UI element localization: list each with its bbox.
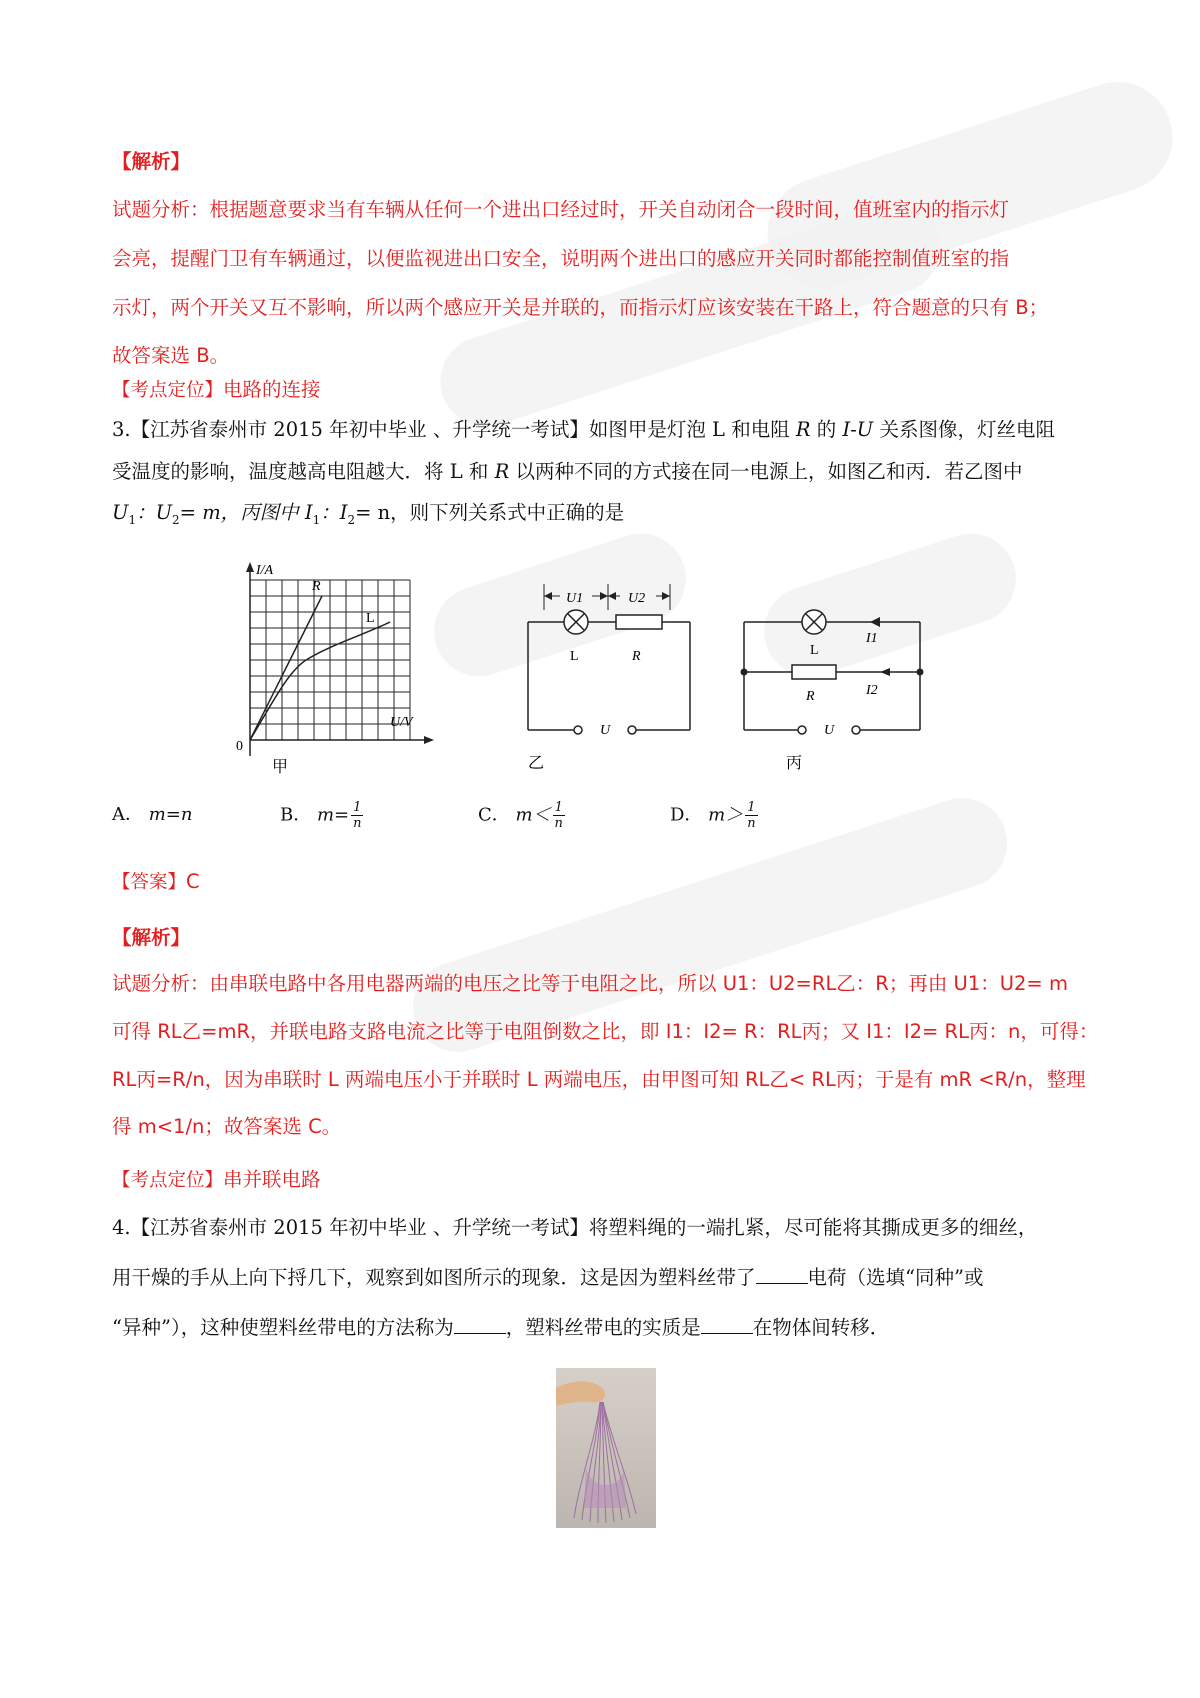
label-source-u: U xyxy=(600,723,611,738)
q3-text: 受温度的影响，温度越高电阻越大．将 L 和 xyxy=(112,460,489,483)
q4-text: “异种”），这种使塑料丝带电的方法称为 xyxy=(112,1316,454,1339)
option-letter: A． xyxy=(112,804,143,825)
q3-text: = n，则下列关系式中正确的是 xyxy=(355,501,625,524)
option-text: m＞ xyxy=(708,804,744,826)
answer-blank[interactable] xyxy=(454,1319,506,1334)
option-fraction: $\frac{1}{n}$ xyxy=(353,800,362,831)
origin-label: 0 xyxy=(236,739,243,754)
q3-text: 以两种不同的方式接在同一电源上，如图乙和丙．若乙图中 xyxy=(515,460,1023,483)
q4-text: 在物体间转移． xyxy=(752,1316,890,1339)
label-i1: I1 xyxy=(866,631,878,646)
q3-line-2 xyxy=(112,456,1022,484)
q3-text: 关系图像，灯丝电阻 xyxy=(879,418,1055,441)
kaodian-value: 电路的连接 xyxy=(223,378,321,401)
q3-text: 如图甲是灯泡 L 和电阻 xyxy=(588,418,790,441)
option-text: m= xyxy=(316,804,350,826)
q3-line-1 xyxy=(112,414,1055,442)
caption-jia: 甲 xyxy=(272,759,289,776)
option-letter: D． xyxy=(670,804,703,826)
q4-source: 【江苏省泰州市 2015 年初中毕业 、升学统一考试】 xyxy=(130,1216,589,1239)
analysis-line: 可得 RL乙=mR，并联电路支路电流之比等于电阻倒数之比，即 I1：I2= R：RL丙；又 I1：I2= RL丙：n，可得： xyxy=(112,1020,1099,1043)
analysis-line: 试题分析：根据题意要求当有车辆从任何一个进出口经过时，开关自动闭合一段时间，值班室内的指示灯 xyxy=(112,198,1010,221)
kaodian-label: 【考点定位】 xyxy=(112,1170,224,1191)
analysis-line: 试题分析：由串联电路中各用电器两端的电压之比等于电阻之比，所以 U1：U2=RL乙：R；再由 U1：U2= m xyxy=(112,972,1068,995)
label-u1: U1 xyxy=(566,591,584,606)
curve-l-label: L xyxy=(366,611,375,626)
analysis-line: RL丙=R/n，因为串联时 L 两端电压小于并联时 L 两端电压，由甲图可知 RL乙< RL丙；于是有 mR <R/n，整理 xyxy=(112,1068,1086,1091)
x-axis-arrow xyxy=(424,736,434,744)
caption-bing: 丙 xyxy=(786,755,803,772)
option-b[interactable] xyxy=(280,800,363,831)
curve-r xyxy=(250,596,322,740)
label-source-u: U xyxy=(824,723,835,738)
q3-source: 【江苏省泰州市 2015 年初中毕业 、升学统一考试】 xyxy=(130,418,589,441)
q3-text: ：U xyxy=(136,501,173,524)
q4-number: 4. xyxy=(112,1216,131,1239)
x-axis-label: U/V xyxy=(390,715,413,730)
option-fraction: $\frac{1}{n}$ xyxy=(747,800,756,831)
label-i2: I2 xyxy=(866,683,878,698)
kaodian-value: 串并联电路 xyxy=(223,1168,321,1191)
q3-text: 的 xyxy=(816,418,837,441)
q4-text: ，塑料丝带电的实质是 xyxy=(505,1316,701,1339)
option-a[interactable] xyxy=(112,800,192,826)
kaodian-label: 【考点定位】 xyxy=(112,380,224,401)
option-fraction: $\frac{1}{n}$ xyxy=(554,800,563,831)
q4-line-2 xyxy=(112,1262,983,1290)
q4-text: 电荷（选填“同种”或 xyxy=(807,1266,984,1289)
q4-text: 用干燥的手从上向下捋几下，观察到如图所示的现象．这是因为塑料丝带了 xyxy=(112,1266,756,1289)
q4-line-1 xyxy=(112,1212,1037,1240)
option-c[interactable] xyxy=(478,800,565,831)
option-letter: B． xyxy=(280,804,312,826)
jiexi-tag: 【解析】 xyxy=(112,926,191,949)
analysis-line: 得 m<1/n；故答案选 C。 xyxy=(112,1115,342,1138)
answer-blank[interactable] xyxy=(756,1269,808,1284)
label-lamp-l: L xyxy=(810,643,819,658)
y-axis-arrow xyxy=(246,562,254,572)
q3-text: U xyxy=(112,501,129,524)
q4-line-3 xyxy=(112,1312,889,1340)
q3-number: 3. xyxy=(112,418,131,441)
q3-text: ：I xyxy=(320,501,348,524)
kaodian-row xyxy=(112,1164,321,1192)
q3-text: = m，丙图中 xyxy=(179,501,299,524)
q3-line-3: $U_1$：$U_2= m$，丙图中 $I_1$：$I_2= n$，则下列关系式中正确的是 xyxy=(112,501,625,527)
q3-iu-symbol: I-U xyxy=(842,418,874,441)
answer-blank[interactable] xyxy=(701,1319,753,1334)
q4-text: 将塑料绳的一端扎紧，尽可能将其撕成更多的细丝， xyxy=(588,1216,1038,1239)
option-text: m=n xyxy=(148,804,193,825)
caption-yi: 乙 xyxy=(528,755,545,772)
q3-r-symbol: R xyxy=(795,418,811,441)
analysis-line: 故答案选 B。 xyxy=(112,344,230,367)
option-text: m＜ xyxy=(515,804,551,826)
jiexi-tag: 【解析】 xyxy=(112,150,191,173)
answer-label: 【答案】 xyxy=(112,872,187,893)
label-u2: U2 xyxy=(628,591,646,606)
figure-parallel-circuit xyxy=(730,582,930,782)
kaodian-row xyxy=(112,374,321,402)
figure-series-circuit xyxy=(520,580,720,780)
q3-r-symbol: R xyxy=(494,460,510,483)
plastic-strands-photo xyxy=(556,1368,656,1528)
answer-value: C xyxy=(186,870,200,893)
curve-l xyxy=(250,622,390,740)
figure-iu-graph xyxy=(236,560,460,776)
analysis-line: 会亮，提醒门卫有车辆通过，以便监视进出口安全，说明两个进出口的感应开关同时都能控制值班室的指 xyxy=(112,247,1010,270)
option-d[interactable] xyxy=(670,800,758,831)
analysis-line: 示灯，两个开关又互不影响，所以两个感应开关是并联的，而指示灯应该安装在干路上，符合题意的只有 B； xyxy=(112,296,1049,319)
y-axis-label: I/A xyxy=(256,563,274,578)
option-letter: C． xyxy=(478,804,510,826)
curve-r-label: R xyxy=(312,579,321,594)
label-lamp-l: L xyxy=(570,649,579,664)
label-resistor-r: R xyxy=(632,649,641,664)
q3-text: I xyxy=(304,501,313,524)
label-resistor-r: R xyxy=(806,689,815,704)
answer-row xyxy=(112,868,200,894)
